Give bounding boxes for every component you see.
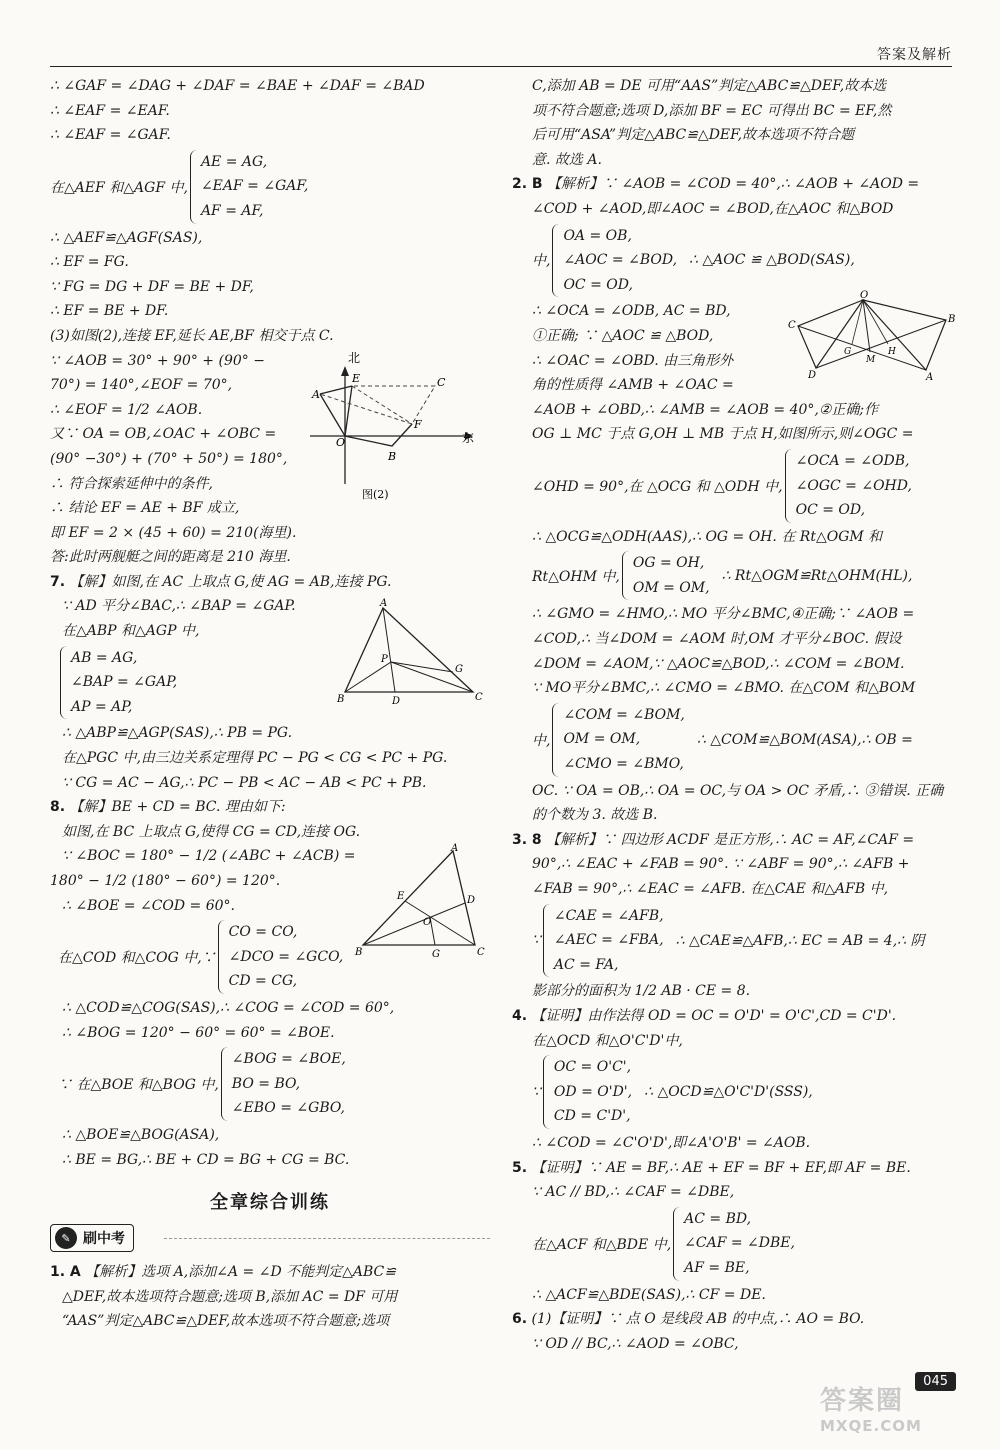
point-label-a: A xyxy=(312,388,320,401)
system-row: OA = OB, xyxy=(563,227,632,244)
text-line: ∴ ∠BOG = 120° − 60° = 60° = ∠BOE. xyxy=(62,1024,335,1041)
question-text: 【解】BE + CD = BC. 理由如下: xyxy=(69,799,286,816)
left-brace xyxy=(552,224,559,298)
text-line: ∵ ∠AOB = 30° + 90° + (90° − xyxy=(50,352,265,369)
text-line: 在△OCD 和△O'C'D'中, xyxy=(532,1032,683,1049)
brush-icon: ✎ xyxy=(55,1227,77,1249)
text-line: 角的性质得 ∠AMB + ∠OAC = xyxy=(532,377,734,394)
question-7 xyxy=(50,570,490,595)
text-line: ∴ 结论 EF = AE + BF 成立, xyxy=(50,500,240,517)
text-line: ∴ ∠OAC = ∠OBD. 由三角形外 xyxy=(532,352,734,369)
system-row: OM = OM, xyxy=(563,731,641,748)
segment-b-f xyxy=(392,424,412,446)
system-suffix: ∴ Rt△OGM≌Rt△OHM(HL), xyxy=(721,567,913,584)
text-line: ∴ ∠GAF = ∠DAG + ∠DAF = ∠BAE + ∠DAF = ∠BAD xyxy=(50,78,425,94)
question-6 xyxy=(512,1307,952,1332)
left-brace xyxy=(60,646,67,720)
question-text: 【解析】∵ ∠AOB = ∠COD = 40°,∴ ∠AOB + ∠AOD = xyxy=(547,176,920,193)
text-line: ∴ ∠EOF = 1/2 ∠AOB. xyxy=(50,401,203,418)
question-3 xyxy=(512,828,952,853)
text-line: △DEF,故本选项符合题意;选项 B,添加 AC = DF 可用 xyxy=(62,1288,398,1305)
triangle-ocd xyxy=(798,300,863,368)
left-brace xyxy=(673,1207,680,1281)
text-line: 180° − 1/2 (180° − 60°) = 120°. xyxy=(50,873,281,889)
question-text: (1)【证明】∵ 点 O 是线段 AB 的中点,∴ AO = BO. xyxy=(531,1311,865,1328)
text-line: ∴ △AEF≌△AGF(SAS), xyxy=(50,229,203,246)
text-line: ∵ OD // BC,∴ ∠AOD = ∠OBC, xyxy=(532,1335,739,1352)
point-label-m: M xyxy=(866,355,876,365)
system-row: AE = AG, xyxy=(200,153,268,170)
equation-system xyxy=(50,150,490,224)
text-line: 意. 故选 A. xyxy=(532,151,602,168)
segment-a-e xyxy=(320,386,352,394)
question-text: 【解析】选项 A,添加∠A = ∠D 不能判定△ABC≌ xyxy=(85,1264,396,1281)
system-row: OM = OM, xyxy=(632,579,710,596)
system-row: ∠CAF = ∠DBE, xyxy=(684,1235,795,1252)
point-label-c: C xyxy=(788,320,796,331)
equation-system xyxy=(512,551,952,600)
left-brace xyxy=(785,449,792,523)
point-label-o: O xyxy=(336,436,346,449)
point-label-c: C xyxy=(475,692,483,703)
text-line: 70°) = 140°,∠EOF = 70°, xyxy=(50,377,233,394)
system-row: AP = AP, xyxy=(71,698,133,715)
text-line: ∴ EF = FG. xyxy=(50,254,129,271)
system-row: ∠EAF = ∠GAF, xyxy=(200,178,309,195)
point-label-d: D xyxy=(392,696,401,707)
question-8 xyxy=(50,795,490,820)
text-line: “AAS”判定△ABC≌△DEF,故本选项不符合题意;选项 xyxy=(62,1313,390,1330)
question-number: 8. xyxy=(50,799,66,816)
system-suffix: ∴ △COM≌△BOM(ASA),∴ OB = xyxy=(696,731,913,748)
system-row: CO = CO, xyxy=(228,924,298,941)
segment-oh xyxy=(863,300,888,344)
point-label-c: C xyxy=(477,947,485,958)
system-prefix: ∵ xyxy=(532,932,541,949)
text-line: OC. ∵ OA = OB,∴ OA = OC,与 OA > OC 矛盾,∴ ③错误. 正确 xyxy=(532,782,944,799)
path-a-o-b-f xyxy=(320,394,412,446)
system-prefix: 在△ACF 和△BDE 中, xyxy=(532,1236,672,1253)
segment-e-f xyxy=(352,386,412,424)
figure-q2-triangles xyxy=(788,290,963,383)
text-line: 如图,在 BC 上取点 G,使得 CG = CD,连接 OG. xyxy=(62,823,361,840)
point-label-e: E xyxy=(397,891,405,902)
equation-system xyxy=(50,1047,490,1121)
left-brace xyxy=(543,904,550,978)
text-line: C,添加 AB = DE 可用“AAS”判定△ABC≌△DEF,故本选 xyxy=(532,78,887,94)
left-brace xyxy=(221,1047,228,1121)
text-line: ①正确; ∵ △AOC ≌ △BOD, xyxy=(532,327,714,344)
text-line: 的个数为 3. 故选 B. xyxy=(532,807,658,824)
equation-system xyxy=(512,1207,952,1281)
point-label-d: D xyxy=(808,370,817,381)
segment-o-e xyxy=(345,386,352,436)
equation-system xyxy=(512,1055,952,1129)
question-text: 【解】如图,在 AC 上取点 G,使 AG = AB,连接 PG. xyxy=(69,573,392,590)
system-row: ∠OGC = ∠OHD, xyxy=(795,477,912,494)
system-suffix: ∴ △AOC ≌ △BOD(SAS), xyxy=(689,252,855,269)
question-text: 【解析】∵ 四边形 ACDF 是正方形,∴ AC = AF,∠CAF = xyxy=(546,831,915,848)
point-label-a: A xyxy=(926,372,934,383)
watermark-logo: 答案圈 MXQE.COM xyxy=(820,1386,922,1435)
text-line: 后可用“ASA”判定△ABC≌△DEF,故本选项不符合题 xyxy=(532,127,855,144)
text-line: ∠AOB + ∠OBD,∴ ∠AMB = ∠AOB = 40°,②正确;作 xyxy=(532,401,879,418)
text-line: ∵ FG = DG + DF = BE + DF, xyxy=(50,278,254,295)
system-row: ∠BAP = ∠GAP, xyxy=(71,674,178,691)
text-line: ∠COD + ∠AOD,即∠AOC = ∠BOD,在△AOC 和△BOD xyxy=(532,200,894,217)
point-label-c: C xyxy=(437,376,446,389)
equation-system xyxy=(512,904,952,978)
point-label-g: G xyxy=(455,664,463,675)
point-label-h: H xyxy=(888,347,896,357)
segment-ad xyxy=(383,608,395,692)
badge-row xyxy=(50,1224,490,1252)
text-line: 即 EF = 2 × (45 + 60) = 210(海里). xyxy=(50,524,297,541)
system-row: OC = O'C', xyxy=(553,1059,632,1076)
text-line: OG ⊥ MC 于点 G,OH ⊥ MB 于点 H,如图所示,则∠OGC = xyxy=(532,426,914,443)
point-label-d: D xyxy=(467,895,476,906)
point-label-a: A xyxy=(451,843,459,854)
system-row: AF = BE, xyxy=(684,1259,750,1276)
question-number: 1. A xyxy=(50,1264,81,1281)
system-row: CD = C'D', xyxy=(553,1108,631,1125)
text-line: (90° −30°) + (70° + 50°) = 180°, xyxy=(50,450,288,467)
system-row: ∠CMO = ∠BMO, xyxy=(563,756,684,773)
question-number: 6. xyxy=(512,1311,528,1328)
text-line: 又∵ OA = OB,∠OAC + ∠OBC = xyxy=(50,426,277,443)
system-row: ∠DCO = ∠GCO, xyxy=(228,948,344,965)
question-4 xyxy=(512,1004,952,1029)
page-number: 045 xyxy=(915,1372,956,1391)
figure-q8-triangle xyxy=(355,845,490,960)
left-brace xyxy=(190,150,197,224)
figure-direction-diagram xyxy=(300,351,480,504)
section-badge xyxy=(50,1224,134,1252)
text-line: ∠FAB = 90°,∴ ∠EAC = ∠AFB. 在△CAE 和△AFB 中, xyxy=(532,881,889,897)
question-1 xyxy=(50,1260,490,1285)
text-line: ∴ ∠GMO = ∠HMO,∴ MO 平分∠BMC,④正确;∵ ∠AOB = xyxy=(532,606,915,623)
point-label-b: B xyxy=(948,314,956,325)
equation-system xyxy=(512,703,952,777)
dashed-divider xyxy=(164,1238,490,1239)
text-line: ∴ △ACF≌△BDE(SAS),∴ CF = DE. xyxy=(532,1286,766,1303)
text-line: ∴ 符合探索延伸中的条件, xyxy=(50,475,213,492)
text-line: ∴ ∠EAF = ∠GAF. xyxy=(50,127,171,144)
segment-pg xyxy=(391,662,453,672)
system-row: AF = AF, xyxy=(200,202,264,219)
system-row: OD = O'D', xyxy=(553,1083,633,1100)
text-line: 在△ABP 和△AGP 中, xyxy=(62,623,200,640)
text-line: ∵ AC // BD,∴ ∠CAF = ∠DBE, xyxy=(532,1184,735,1201)
system-prefix: Rt△OHM 中, xyxy=(532,568,620,585)
question-text: 【证明】∵ AE = BF,∴ AE + EF = BF + EF,即 AF = BE. xyxy=(531,1159,911,1176)
point-label-b: B xyxy=(337,694,345,705)
segment-bd xyxy=(363,903,465,945)
segment-db xyxy=(816,320,946,368)
text-line: ∵ AD 平分∠BAC,∴ ∠BAP = ∠GAP. xyxy=(62,598,296,615)
question-number: 3. 8 xyxy=(512,831,542,848)
text-line: ∵ ∠BOC = 180° − 1/2 (∠ABC + ∠ACB) = xyxy=(62,848,356,865)
system-row: ∠AOC = ∠BOD, xyxy=(563,252,678,269)
system-row: AC = FA, xyxy=(553,956,619,973)
system-row: ∠OCA = ∠ODB, xyxy=(795,452,910,469)
point-label-f: F xyxy=(414,418,422,431)
text-line: ∴ ∠COD = ∠C'O'D',即∠A'O'B' = ∠AOB. xyxy=(532,1134,811,1151)
text-line: ∴ △COD≌△COG(SAS),∴ ∠COG = ∠COD = 60°, xyxy=(62,999,395,1016)
header-divider xyxy=(50,66,952,67)
left-brace xyxy=(543,1055,550,1129)
east-label: 东 xyxy=(462,431,475,445)
system-prefix: ∵ 在△BOE 和△BOG 中, xyxy=(58,1077,219,1094)
point-label-p: P xyxy=(381,654,388,665)
question-5 xyxy=(512,1156,952,1181)
system-row: OG = OH, xyxy=(632,555,705,572)
equation-system xyxy=(512,224,952,298)
system-row: ∠EBO = ∠GBO, xyxy=(231,1100,345,1117)
text-line: ∠COD,∴ 当∠DOM = ∠AOM 时,OM 才平分∠BOC. 假设 xyxy=(532,631,902,648)
text-line: ∴ EF = BE + DF. xyxy=(50,303,169,320)
figure-caption: 图(2) xyxy=(362,488,389,501)
text-line: 90°,∴ ∠EAC + ∠FAB = 90°. ∵ ∠ABF = 90°,∴ ∠AFB + xyxy=(532,856,910,873)
segment-om xyxy=(863,300,870,352)
text-line: (3)如图(2),连接 EF,延长 AE,BF 相交于点 C. xyxy=(50,327,334,344)
section-title: 全章综合训练 xyxy=(210,1192,330,1214)
system-prefix: 在△COD 和△COG 中,∵ xyxy=(58,950,216,967)
question-number: 5. xyxy=(512,1159,528,1176)
text-line: ∴ △ABP≌△AGP(SAS),∴ PB = PG. xyxy=(62,725,293,742)
text-line: ∴ ∠EAF = ∠EAF. xyxy=(50,102,170,119)
system-prefix: 中, xyxy=(532,253,551,270)
system-row: OC = OD, xyxy=(795,502,866,519)
system-row: BO = BO, xyxy=(231,1075,301,1092)
text-line: 影部分的面积为 1/2 AB · CE = 8. xyxy=(532,983,751,1000)
badge-label: 刷中考 xyxy=(83,1231,125,1248)
system-prefix: ∵ xyxy=(532,1084,541,1101)
question-number: 4. xyxy=(512,1007,528,1024)
system-row: ∠COM = ∠BOM, xyxy=(563,706,685,723)
right-column xyxy=(512,74,952,1356)
system-prefix: 在△AEF 和△AGF 中, xyxy=(50,179,188,196)
system-prefix: ∠OHD = 90°,在 △OCG 和 △ODH 中, xyxy=(532,478,783,495)
question-2 xyxy=(512,172,952,197)
point-label-b: B xyxy=(388,450,397,463)
point-label-a: A xyxy=(380,598,388,609)
point-label-g: G xyxy=(432,949,440,960)
text-line: 项不符合题意;选项 D,添加 BF = EC 可得出 BC = EF,然 xyxy=(532,102,892,119)
system-row: AC = BD, xyxy=(684,1210,752,1227)
question-number: 2. B xyxy=(512,176,543,193)
equation-system xyxy=(512,449,952,523)
text-line: ∵ CG = AC − AG,∴ PC − PB < AC − AB < PC + PB. xyxy=(62,774,427,791)
text-line: ∴ ∠BOE = ∠COD = 60°. xyxy=(62,897,236,914)
system-row: AB = AG, xyxy=(71,649,138,666)
question-text: 【证明】由作法得 OD = OC = O'D' = O'C',CD = C'D'. xyxy=(531,1007,897,1024)
system-row: ∠CAE = ∠AFB, xyxy=(553,907,664,924)
system-row: ∠AEC = ∠FBA, xyxy=(553,932,664,949)
point-label-o: O xyxy=(423,917,432,928)
left-brace xyxy=(552,703,559,777)
text-line: ∴ ∠OCA = ∠ODB, AC = BD, xyxy=(532,303,731,320)
text-line: ∴ BE = BG,∴ BE + CD = BG + CG = BC. xyxy=(62,1151,350,1168)
system-prefix: 中, xyxy=(532,732,551,749)
left-brace xyxy=(622,551,629,600)
left-brace xyxy=(218,920,225,994)
system-suffix: ∴ △CAE≌△AFB,∴ EC = AB = 4,∴ 阴 xyxy=(675,933,925,950)
system-row: ∠BOG = ∠BOE, xyxy=(231,1051,346,1068)
system-row: CD = CG, xyxy=(228,973,298,990)
text-line: 答:此时两舰艇之间的距离是 210 海里. xyxy=(50,549,291,566)
page-header-title: 答案及解析 xyxy=(877,47,952,63)
text-line: ∴ △BOE≌△BOG(ASA), xyxy=(62,1126,220,1143)
question-number: 7. xyxy=(50,573,66,590)
system-row: OC = OD, xyxy=(563,276,633,293)
text-line: ∠DOM = ∠AOM,∵ △AOC≌△BOD,∴ ∠COM = ∠BOM. xyxy=(532,655,905,672)
north-arrow xyxy=(341,366,349,376)
text-line: ∴ △OCG≌△ODH(AAS),∴ OG = OH. 在 Rt△OGM 和 xyxy=(532,528,883,545)
segment-og xyxy=(852,300,863,344)
north-label: 北 xyxy=(348,351,361,365)
triangle-abc xyxy=(363,851,475,945)
point-label-e: E xyxy=(352,372,361,385)
point-label-g: G xyxy=(844,347,852,357)
point-label-o: O xyxy=(860,290,869,301)
text-line: 在△PGC 中,由三边关系定理得 PC − PG < CG < PC + PG. xyxy=(62,750,448,767)
text-line: ∵ MO平分∠BMC,∴ ∠CMO = ∠BMO. 在△COM 和△BOM xyxy=(532,680,916,697)
figure-q7-triangle xyxy=(335,600,485,710)
system-suffix: ∴ △OCD≌△O'C'D'(SSS), xyxy=(644,1084,813,1101)
point-label-b: B xyxy=(355,947,363,958)
